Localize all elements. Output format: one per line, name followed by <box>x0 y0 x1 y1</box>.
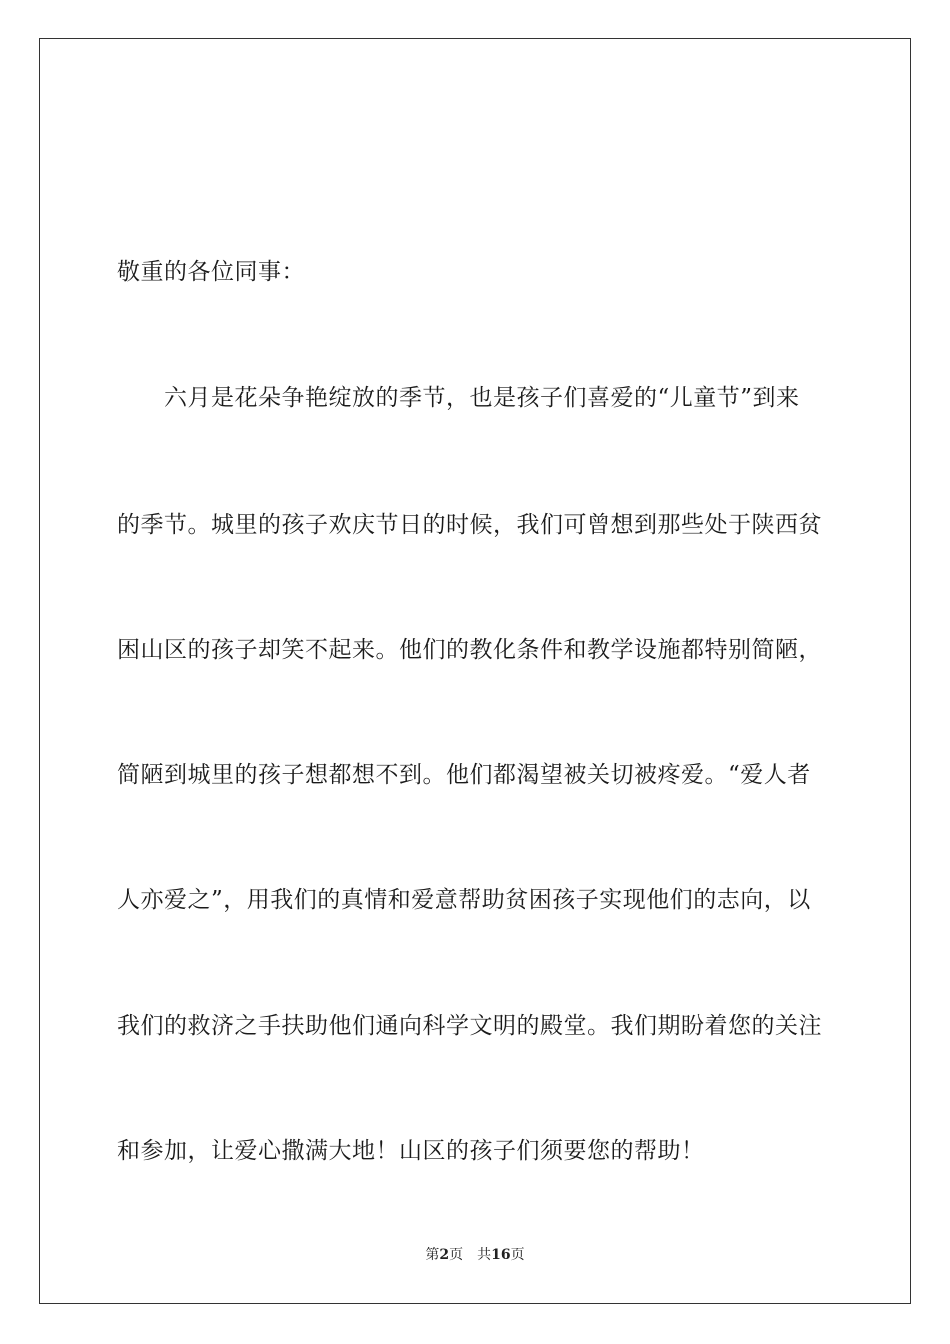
body-line-2: 的季节。城里的孩子欢庆节日的时候，我们可曾想到那些处于陕西贫 <box>117 512 822 538</box>
page-footer <box>0 1246 950 1264</box>
body-line-5: 人亦爱之”，用我们的真情和爱意帮助贫困孩子实现他们的志向，以 <box>117 887 811 913</box>
page-total: 16 <box>491 1247 511 1263</box>
total-unit: 页 <box>510 1247 525 1263</box>
body-line-1: 六月是花朵争艳绽放的季节，也是孩子们喜爱的“儿童节”到来 <box>117 385 800 411</box>
body-line-3: 困山区的孩子却笑不起来。他们的教化条件和教学设施都特别简陋， <box>117 637 822 663</box>
page-border <box>39 38 911 1304</box>
body-line-6: 我们的救济之手扶助他们通向科学文明的殿堂。我们期盼着您的关注 <box>117 1013 822 1039</box>
page-prefix: 第 <box>425 1247 440 1263</box>
page-unit: 页 <box>449 1247 464 1263</box>
body-line-7: 和参加，让爱心撒满大地！山区的孩子们须要您的帮助！ <box>117 1138 705 1164</box>
salutation: 敬重的各位同事： <box>117 259 305 285</box>
total-prefix: 共 <box>477 1247 492 1263</box>
body-line-4: 简陋到城里的孩子想都想不到。他们都渴望被关切被疼爱。“爱人者 <box>117 762 811 788</box>
page-current: 2 <box>439 1247 450 1263</box>
